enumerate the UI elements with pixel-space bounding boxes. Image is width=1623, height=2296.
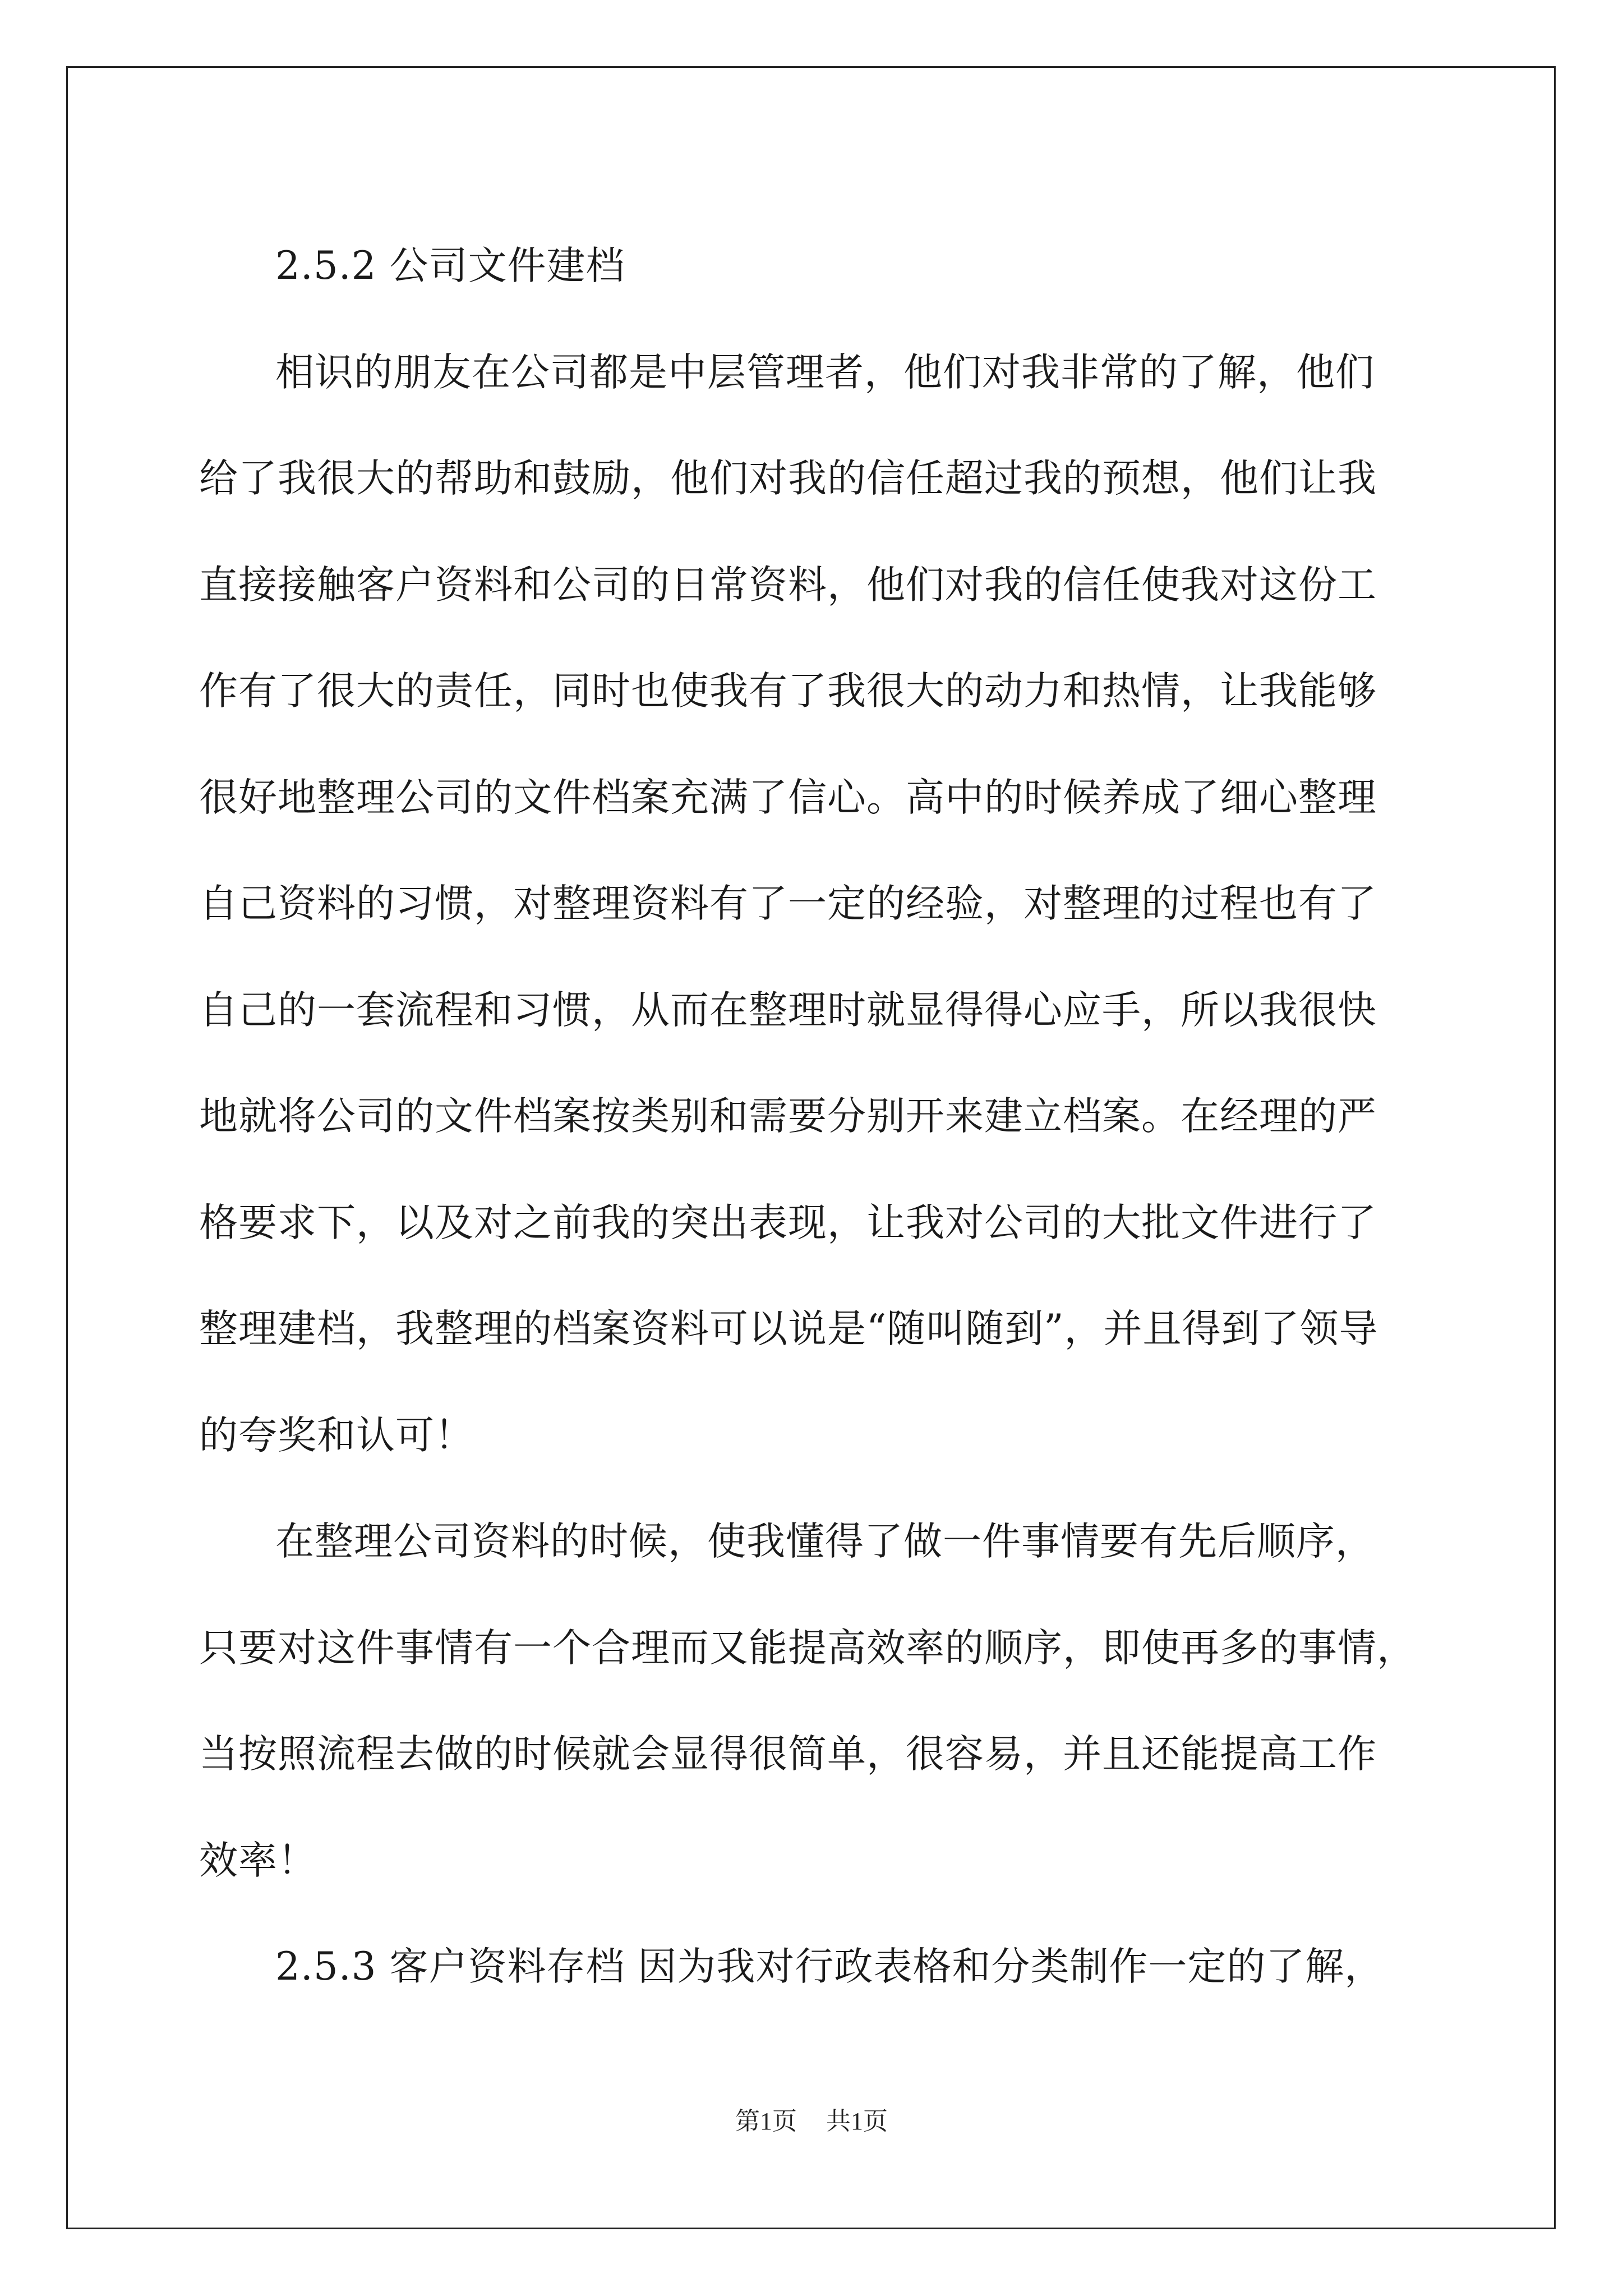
paragraph-line: 自己资料的习惯，对整理资料有了一定的经验，对整理的过程也有了 (199, 881, 1377, 926)
section-heading-2-5-3: 2.5.3 客户资料存档 因为我对行政表格和分类制作一定的了解， (275, 1944, 1384, 1989)
page-total: 共1页 (826, 2108, 888, 2135)
paragraph-line: 整理建档，我整理的档案资料可以说是“随叫随到”，并且得到了领导 (199, 1306, 1378, 1351)
paragraph-line: 在整理公司资料的时候，使我懂得了做一件事情要有先后顺序， (275, 1519, 1375, 1564)
paragraph-line: 作有了很大的责任，同时也使我有了我很大的动力和热情，让我能够 (199, 669, 1377, 714)
page-number: 第1页 (735, 2108, 797, 2135)
paragraph-line: 自己的一套流程和习惯，从而在整理时就显得得心应手，所以我很快 (199, 987, 1377, 1033)
document-body (199, 213, 1427, 2021)
paragraph-line: 地就将公司的文件档案按类别和需要分别开来建立档案。在经理的严 (199, 1094, 1377, 1139)
paragraph-line: 相识的朋友在公司都是中层管理者，他们对我非常的了解，他们 (275, 349, 1375, 395)
paragraph-line: 直接接触客户资料和公司的日常资料，他们对我的信任使我对这份工 (199, 562, 1377, 608)
section-heading-2-5-2: 2.5.2 公司文件建档 (275, 243, 625, 288)
paragraph-line: 当按照流程去做的时候就会显得很简单，很容易，并且还能提高工作 (199, 1732, 1377, 1777)
paragraph-line: 效率！ (199, 1838, 317, 1883)
paragraph-line: 只要对这件事情有一个合理而又能提高效率的顺序，即使再多的事情， (199, 1625, 1416, 1671)
paragraph-line: 的夸奖和认可！ (199, 1412, 474, 1458)
paragraph-line: 很好地整理公司的文件档案充满了信心。高中的时候养成了细心整理 (199, 775, 1377, 820)
paragraph-line: 给了我很大的帮助和鼓励，他们对我的信任超过我的预想，他们让我 (199, 456, 1377, 501)
paragraph-line: 格要求下，以及对之前我的突出表现，让我对公司的大批文件进行了 (199, 1200, 1377, 1245)
page-footer (0, 2101, 1623, 2137)
